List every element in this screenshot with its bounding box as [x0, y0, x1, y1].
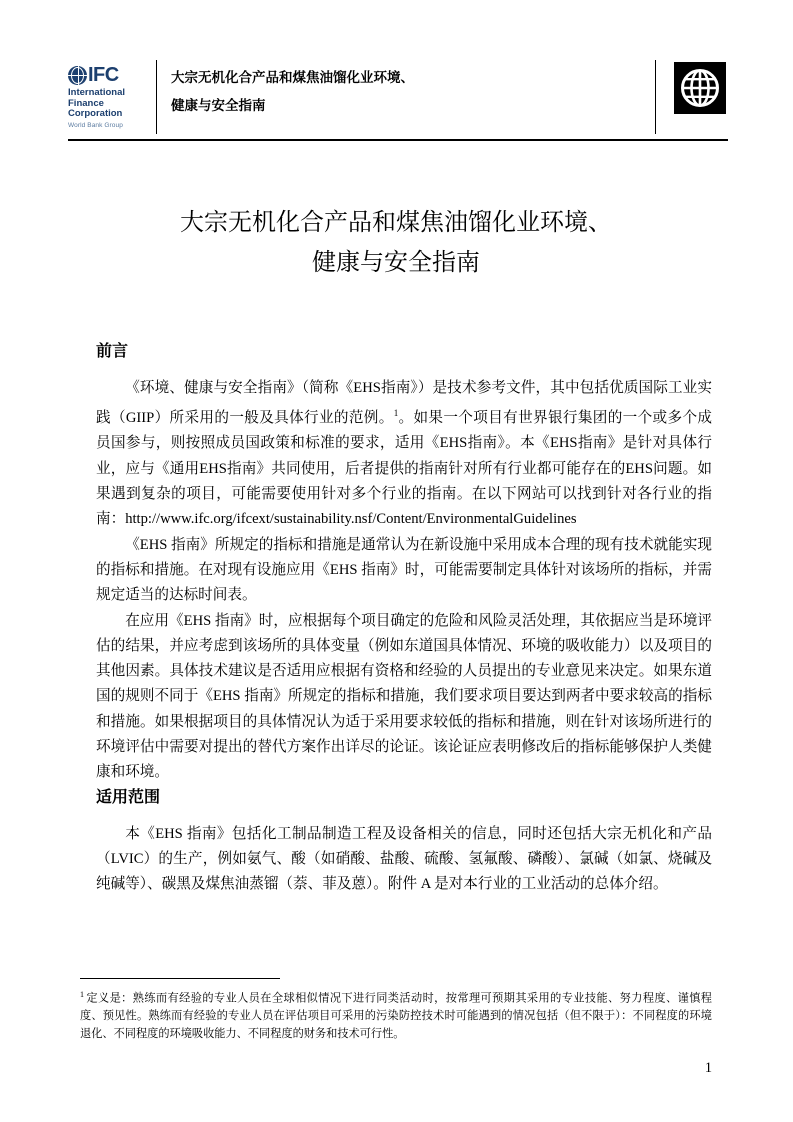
- page-title-line-2: 健康与安全指南: [312, 248, 480, 276]
- footnote-reference[interactable]: 1: [393, 408, 399, 419]
- section-heading-scope: 适用范围: [96, 786, 161, 806]
- footnote-separator: [80, 978, 280, 979]
- ifc-world-bank-group-label: World Bank Group: [68, 121, 123, 129]
- paragraph-foreword-2: 《EHS 指南》所规定的指标和措施是通常认为在新设施中采用成本合理的现有技术就能实现的指标和措施。在对现有设施应用《EHS 指南》时，可能需要制定具体针对该场所的指标，并需规定适当的达标时间表。: [96, 536, 712, 604]
- paragraph-foreword-1: [96, 376, 712, 533]
- header-divider-right: [655, 60, 656, 134]
- ehs-guidelines-url[interactable]: http://www.ifc.org/ifcext/sustainability.nsf/Content/EnvironmentalGuidelines: [125, 511, 577, 528]
- ifc-logo-words: [68, 88, 146, 120]
- footnote-text: 定义是：熟练而有经验的专业人员在全球相似情况下进行同类活动时，按常理可预期其采用的专业技能、努力程度、谨慎程度、预见性。熟练而有经验的专业人员在评估项目可采用的污染防控技术时可能遇到的情况包括（但不限于）：不同程度的环境退化、不同程度的环境吸收能力、不同程度的财务和技术可行性。: [80, 992, 712, 1040]
- ifc-logo: [68, 58, 146, 136]
- header-rule: [68, 139, 728, 141]
- header-title-line-1: 大宗无机化合产品和煤焦油馏化业环境、: [171, 70, 414, 85]
- ifc-globe-icon: [68, 66, 87, 85]
- footnote-marker: 1: [80, 990, 84, 999]
- page-number: 1: [704, 1060, 712, 1076]
- ifc-word-finance: Finance: [68, 97, 104, 109]
- paragraph-foreword-1-part-b: 。如果一个项目有世界银行集团的一个或多个成员国参与，则按照成员国政策和标准的要求，适用《EHS指南》。本《EHS指南》是针对具体行业，应与《通用EHS指南》共同使用，后者提供的指南针对所有行业都可能存在的EHS问题。如果遇到复杂的项目，可能需要使用针对多个行业的指南。在以下网站可以找到针对各行业的指南：: [96, 410, 712, 528]
- section-heading-foreword: 前言: [96, 341, 129, 360]
- paragraph-foreword-1-part-a: 《环境、健康与安全指南》（简称《EHS指南》）是技术参考文件，其中包括优质国际工业实践（GIIP）所采用的一般及具体行业的范例。: [96, 380, 712, 427]
- paragraph-foreword-3: 在应用《EHS 指南》时，应根据每个项目确定的危险和风险灵活处理，其依据应当是环境评估的结果，并应考虑到该场所的具体变量（例如东道国具体情况、环境的吸收能力）以及项目的其他因素。具体技术建议是否适用应根据有资格和经验的人员提出的专业意见来决定。如果东道国的规则不同于《EHS 指南》所规定的指标和措施，我们要求项目要达到两者中要求较高的指标和措施。如果根据项目的具体情况认为适于采用要求较低的指标和措施，则在针对该场所进行的环境评估中需要对提出的替代方案作出详尽的论证。该论证应表明修改后的指标能够保护人类健康和环境。: [96, 612, 712, 781]
- footnote-1: [80, 986, 712, 1043]
- paragraph-scope-1: 本《EHS 指南》包括化工制品制造工程及设备相关的信息，同时还包括大宗无机化和产品（LVIC）的生产，例如氨气、酸（如硝酸、盐酸、硫酸、氢氟酸、磷酸）、氯碱（如氯、烧碱及纯碱等）、碳黑及煤焦油蒸镏（萘、菲及蒽）。附件 A 是对本行业的工业活动的总体介绍。: [96, 825, 712, 893]
- world-bank-logo: [672, 58, 728, 136]
- document-content: [96, 340, 712, 898]
- ifc-word-corporation: Corporation: [68, 108, 123, 119]
- page-title: [96, 202, 696, 282]
- header-title: [171, 58, 647, 136]
- page-header: [68, 58, 728, 136]
- page-title-line-1: 大宗无机化合产品和煤焦油馏化业环境、: [180, 208, 612, 236]
- header-divider-left: [156, 60, 157, 134]
- world-bank-globe-icon: [674, 62, 726, 114]
- header-title-line-2: 健康与安全指南: [171, 98, 266, 113]
- ifc-acronym: IFC: [88, 64, 119, 86]
- ifc-word-international: International: [68, 87, 126, 98]
- ifc-logo-mark: [68, 64, 146, 86]
